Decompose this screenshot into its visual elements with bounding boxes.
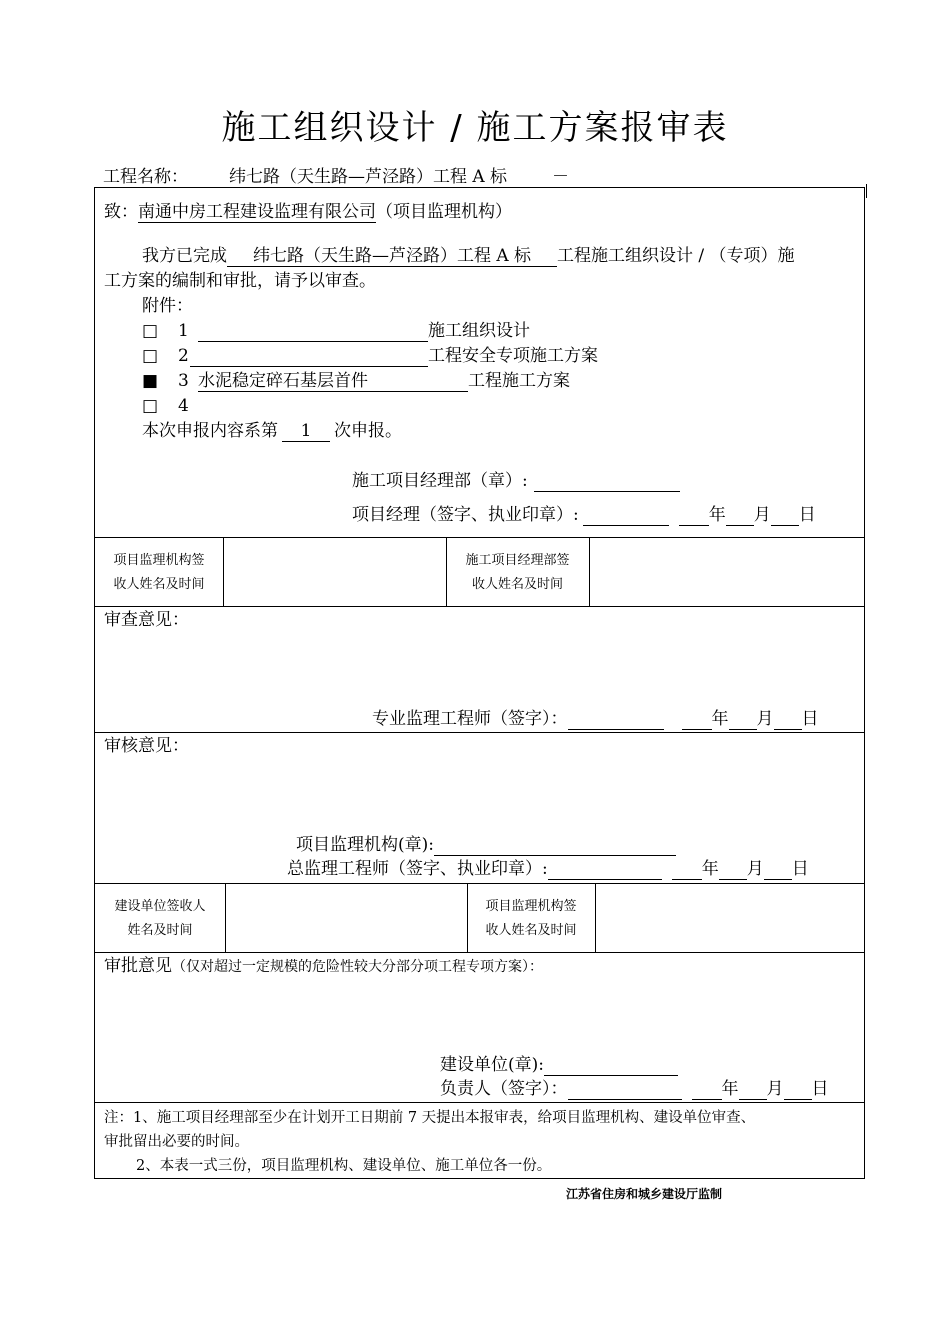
divider-notes-top <box>94 1102 864 1103</box>
label-line: 收人姓名及时间 <box>113 577 205 592</box>
month-field[interactable] <box>719 858 747 880</box>
year-field[interactable] <box>679 504 709 526</box>
year-label: 年 <box>711 709 729 729</box>
attachment-num: 3 <box>178 371 189 391</box>
receipt1-left-value[interactable] <box>226 540 444 604</box>
receipt2-left-value[interactable] <box>228 886 465 950</box>
review-opinion-area[interactable] <box>104 632 854 702</box>
year-field[interactable] <box>682 708 712 730</box>
receipt1-right-label <box>446 549 589 597</box>
checkbox-2[interactable]: □ <box>142 346 159 366</box>
attachment-1 <box>142 320 530 342</box>
audit-org-label: 项目监理机构(章): <box>296 835 434 855</box>
para-line-1 <box>142 245 795 267</box>
chief-sign-field[interactable] <box>548 858 662 880</box>
approval-owner-label: 建设单位(章): <box>440 1055 544 1075</box>
attachment-3 <box>142 370 570 392</box>
attachment-num: 4 <box>178 396 189 416</box>
attachment-fill[interactable] <box>190 345 428 367</box>
approval-owner-line <box>440 1054 678 1076</box>
submit-count-line <box>142 420 402 442</box>
note-1a: 注：1、施工项目经理部至少在计划开工日期前 7 天提出本报审表，给项目监理机构、建设单位审查、 <box>104 1110 756 1126</box>
label-line: 施工项目经理部签 <box>465 553 570 568</box>
to-line <box>104 201 512 223</box>
day-label: 日 <box>798 505 816 525</box>
attachment-suffix: 工程施工方案 <box>468 371 570 391</box>
divider-receipt1-top <box>94 537 864 538</box>
para-project-field[interactable]: 纬七路（天生路—芦泾路）工程 A 标 <box>227 245 557 267</box>
day-field[interactable] <box>774 708 802 730</box>
divider-review-bottom <box>94 732 864 733</box>
label-line: 收人姓名及时间 <box>485 923 577 938</box>
receipt2-right-value[interactable] <box>598 886 860 950</box>
submit-count-suffix: 次申报。 <box>334 421 402 441</box>
issuer-footer: 江苏省住房和城乡建设厅监制 <box>566 1187 723 1201</box>
form-title: 施工组织设计 / 施工方案报审表 <box>221 108 729 148</box>
label-line: 项目监理机构签 <box>113 553 205 568</box>
para-line-2: 工方案的编制和审批，请予以审查。 <box>104 271 376 291</box>
month-field[interactable] <box>739 1078 767 1100</box>
owner-seal-field[interactable] <box>544 1054 678 1076</box>
day-field[interactable] <box>771 504 799 526</box>
year-field[interactable] <box>672 858 702 880</box>
contractor-manager-label: 项目经理（签字、执业印章）: <box>352 505 579 525</box>
contractor-seal-field[interactable] <box>534 470 680 492</box>
approval-label-line <box>104 955 543 977</box>
receipt1-vline-3 <box>589 537 590 606</box>
checkbox-4[interactable]: □ <box>142 396 159 416</box>
para-prefix: 我方已完成 <box>142 246 227 266</box>
para-suffix: 工程施工组织设计 / （专项）施 <box>557 246 795 266</box>
project-line <box>103 166 639 188</box>
contractor-dept-label: 施工项目经理部（章）: <box>352 471 528 491</box>
receipt1-left-label <box>94 549 224 597</box>
approval-opinion-area[interactable] <box>104 980 854 1050</box>
month-label: 月 <box>756 709 774 729</box>
attachment-num: 1 <box>178 321 189 341</box>
project-section-field[interactable] <box>573 166 639 188</box>
receipt2-right-label <box>467 895 595 943</box>
divider-receipt1-bottom <box>94 606 864 607</box>
year-label: 年 <box>721 1079 739 1099</box>
attachment-2 <box>142 345 598 367</box>
review-sign-field[interactable] <box>568 708 664 730</box>
note-1b: 审批留出必要的时间。 <box>104 1134 249 1150</box>
project-dash: － <box>552 167 569 187</box>
person-sign-field[interactable] <box>568 1078 682 1100</box>
audit-org-line <box>296 834 676 856</box>
label-line: 收人姓名及时间 <box>471 577 563 592</box>
audit-label: 审核意见： <box>104 736 189 756</box>
frame-tick <box>866 184 867 198</box>
day-label: 日 <box>801 709 819 729</box>
month-label: 月 <box>753 505 771 525</box>
manager-sign-field[interactable] <box>583 504 669 526</box>
audit-chief-line <box>287 858 809 880</box>
day-field[interactable] <box>764 858 792 880</box>
year-label: 年 <box>701 859 719 879</box>
contractor-dept-line <box>352 470 680 492</box>
to-suffix: （项目监理机构） <box>376 202 512 222</box>
label-line: 项目监理机构签 <box>485 899 577 914</box>
contractor-manager-line <box>352 504 816 526</box>
approval-label: 审批意见 <box>104 956 172 976</box>
submit-count-prefix: 本次申报内容系第 <box>142 421 278 441</box>
attachment-4 <box>142 395 189 417</box>
month-field[interactable] <box>729 708 757 730</box>
to-prefix: 致： <box>104 202 138 222</box>
attachment-suffix: 施工组织设计 <box>428 321 530 341</box>
approval-person-line <box>440 1078 829 1100</box>
year-label: 年 <box>708 505 726 525</box>
checkbox-1[interactable]: □ <box>142 321 159 341</box>
review-sign-label: 专业监理工程师（签字）： <box>372 709 568 729</box>
day-field[interactable] <box>784 1078 812 1100</box>
day-label: 日 <box>791 859 809 879</box>
month-label: 月 <box>766 1079 784 1099</box>
audit-chief-label: 总监理工程师（签字、执业印章）: <box>287 859 548 879</box>
attachment-fill[interactable]: 水泥稳定碎石基层首件 <box>198 370 468 392</box>
project-name-field[interactable]: 纬七路（天生路—芦泾路）工程 A 标 <box>188 166 548 188</box>
attachment-num: 2 <box>178 346 189 366</box>
receipt2-vline-3 <box>595 883 596 952</box>
divider-receipt2-top <box>94 883 864 884</box>
project-label: 工程名称： <box>103 167 188 187</box>
attach-label: 附件： <box>142 296 193 316</box>
approval-note: （仅对超过一定规模的危险性较大分部分项工程专项方案）： <box>172 959 543 975</box>
receipt1-right-value[interactable] <box>592 540 860 604</box>
receipt2-left-label <box>94 895 226 943</box>
label-line: 建设单位签收人 <box>114 899 206 914</box>
audit-opinion-area[interactable] <box>104 758 854 828</box>
review-label: 审查意见： <box>104 610 189 630</box>
to-org: 南通中房工程建设监理有限公司 <box>138 202 376 222</box>
divider-receipt2-bottom <box>94 952 864 953</box>
month-label: 月 <box>746 859 764 879</box>
year-field[interactable] <box>692 1078 722 1100</box>
submit-count-field[interactable]: 1 <box>282 420 330 442</box>
month-field[interactable] <box>726 504 754 526</box>
checkbox-3[interactable]: ■ <box>142 371 159 391</box>
review-sign-line <box>372 708 819 730</box>
audit-seal-field[interactable] <box>434 834 676 856</box>
day-label: 日 <box>811 1079 829 1099</box>
attachment-suffix: 工程安全专项施工方案 <box>428 346 598 366</box>
approval-person-label: 负责人（签字）： <box>440 1079 568 1099</box>
note-2: 2、本表一式三份，项目监理机构、建设单位、施工单位各一份。 <box>136 1158 552 1174</box>
attachment-fill[interactable] <box>198 320 428 342</box>
label-line: 姓名及时间 <box>127 923 193 938</box>
